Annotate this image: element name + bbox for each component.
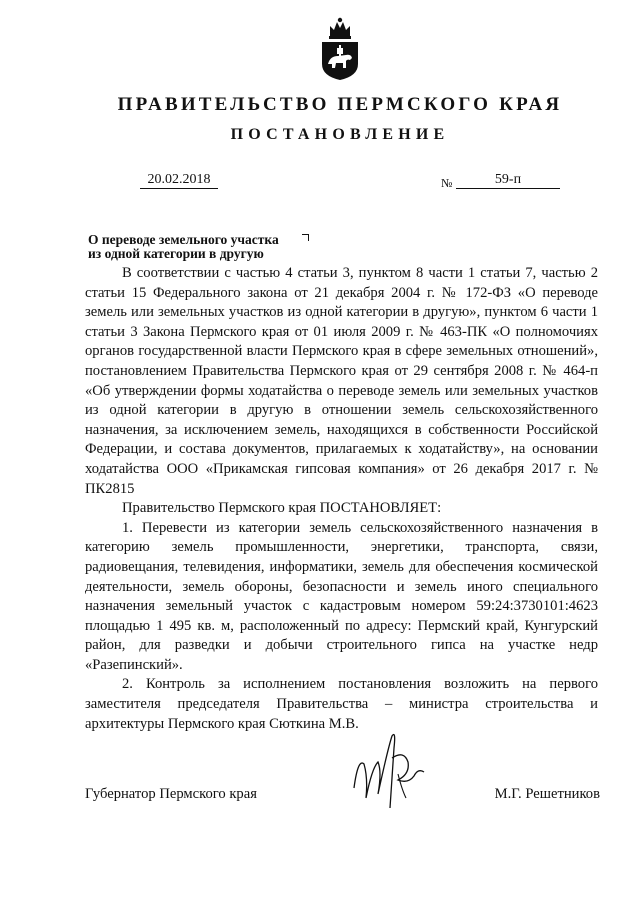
clause-1: 1. Перевести из категории земель сельскохозяйственного назначения в категорию земель промышленности, энергетики, транспорта, связи, радиовещания, телевидения, информатики, земель для обеспечения космической деятельности, земель обороны, безопасности и земель иного специального назначения земельный участок с кадастровым номером 59:24:3730101:4623 площадью 1 495 кв. м, расположенный по адресу: Пермский край, Кунгурский район, для разведки и добычи строительного гипса на участке недр «Разепинский». — [85, 519, 598, 673]
subject-line-2: из одной категории в другую — [88, 246, 264, 261]
document-type: ПОСТАНОВЛЕНИЕ — [230, 126, 450, 143]
signatory-title: Губернатор Пермского края — [85, 786, 257, 802]
organization-name: ПРАВИТЕЛЬСТВО ПЕРМСКОГО КРАЯ — [117, 94, 563, 115]
subject-line-1: О переводе земельного участка — [88, 232, 279, 247]
number-sign: № — [441, 176, 453, 190]
document-date: 20.02.2018 — [140, 172, 218, 189]
handwritten-signature — [348, 728, 448, 812]
document-number: 59-п — [456, 172, 560, 189]
subject-corner-mark — [302, 234, 309, 241]
signatory-name: М.Г. Решетников — [494, 786, 600, 802]
preamble-paragraph: В соответствии с частью 4 статьи 3, пунктом 8 части 1 статьи 7, частью 2 статьи 15 Федерального закона от 21 декабря 2004 г. № 172-ФЗ «О переводе земель или земельных участков из одной категории в другую», пунктом 6 части 1 статьи 3 Закона Пермского края от 01 июля 2009 г. № 463-ПК «О полномочиях органов государственной власти Пермского края в сфере земельных отношений», постановлением Правительства Пермского края от 29 сентября 2008 г. № 464-п «Об утверждении формы ходатайства о переводе земель или земельных участков из одной категории в другую в отношении земель сельскохозяйственного назначения, за исключением земель, находящихся в собственности Российской Федерации, и состава документов, прилагаемых к ходатайству», на основании ходатайства ООО «Прикамская гипсовая компания» от 26 декабря 2017 г. № ПК2815 — [85, 265, 598, 497]
coat-of-arms-icon — [316, 14, 364, 82]
resolution-statement: Правительство Пермского края ПОСТАНОВЛЯЕТ: — [122, 500, 442, 517]
clause-2: 2. Контроль за исполнением постановления возложить на первого заместителя председателя Правительства – министра строительства и архитектуры Пермского края Сюткина М.В. — [85, 676, 598, 732]
document-body — [85, 264, 598, 734]
document-subject — [88, 233, 328, 261]
